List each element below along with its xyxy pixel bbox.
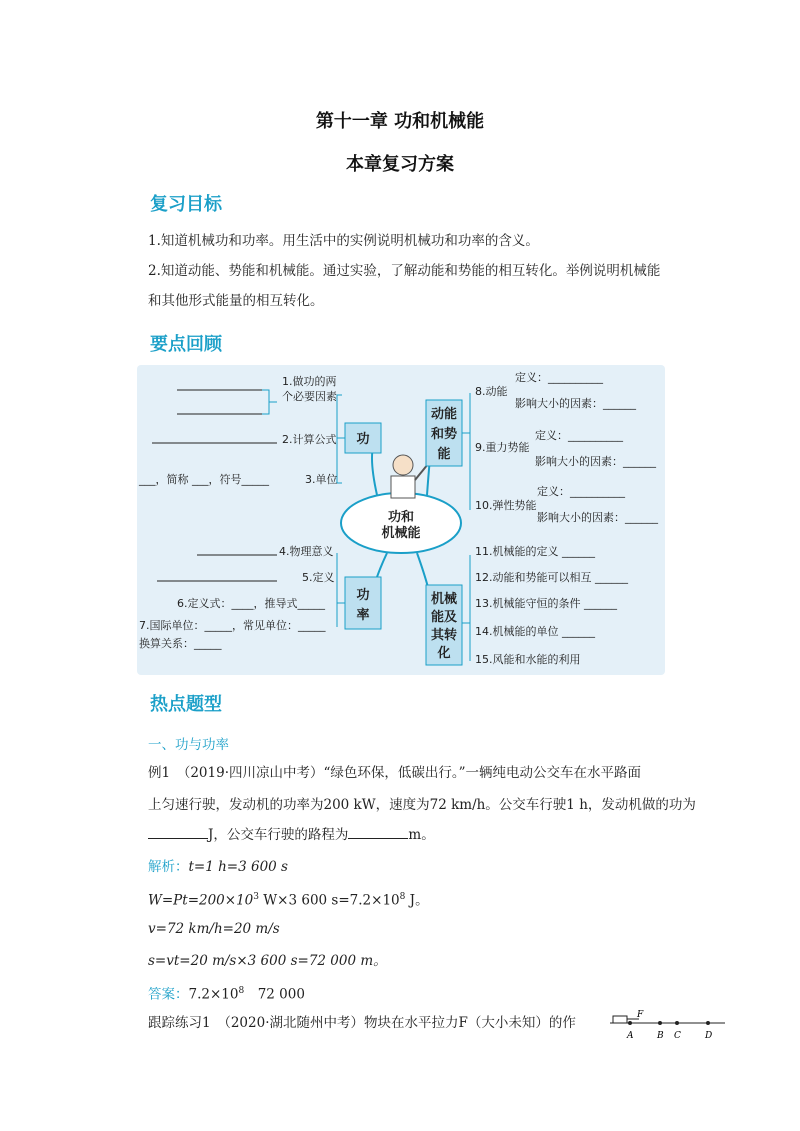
goal-2-line1: 2.知道动能、势能和机械能。通过实验，了解动能和势能的相互转化。举例说明机械能: [148, 263, 661, 279]
e9-def: 定义：__________: [535, 429, 623, 442]
e8-def: 定义：__________: [515, 371, 603, 384]
goal-2-line2: 和其他形式能量的相互转化。: [148, 293, 324, 309]
m13-label: 13.机械能守恒的条件 ______: [475, 597, 617, 610]
m11-label: 11.机械能的定义 ______: [475, 545, 595, 558]
analysis-line-1: 解析：t=1 h=3 600 s: [148, 859, 288, 875]
e9-label: 9.重力势能: [475, 441, 530, 454]
p5-label: 5.定义: [302, 571, 335, 584]
hot-heading: 热点题型: [150, 694, 222, 715]
e10-def: 定义：__________: [537, 485, 625, 498]
w1-label-2: 个必要因素: [282, 390, 337, 403]
p6-label: 6.定义式：____，推导式_____: [177, 597, 325, 610]
example-line-3: J，公交车行驶的路程为 m。: [148, 820, 708, 850]
answer-blank-2: [348, 824, 408, 839]
mech-node-label-2: 能及: [430, 610, 458, 625]
mech-node-label-1: 机械: [430, 592, 458, 607]
answer-line: 答案：$7.2\times 10^8$ 72 000: [148, 986, 305, 1003]
subsection-1: 一、功与功率: [148, 737, 229, 753]
analysis-line-4: s=vt=20 m/s×3 600 s=72 000 m。: [148, 953, 387, 969]
review-heading: 要点回顾: [150, 334, 222, 355]
power-node-label-1: 功: [356, 588, 370, 603]
e8-factor: 影响大小的因素：______: [515, 397, 636, 410]
m14-label: 14.机械能的单位 ______: [475, 625, 595, 638]
work-node-label: 功: [356, 432, 370, 447]
w1-label-1: 1.做功的两: [282, 375, 337, 388]
p7-label-b: 换算关系：_____: [139, 637, 222, 650]
e9-factor: 影响大小的因素：______: [535, 455, 656, 468]
energy-node-label-3: 能: [437, 447, 451, 462]
power-node-label-2: 率: [356, 608, 370, 623]
center-label-1: 功和: [387, 510, 415, 525]
mind-map: [137, 365, 665, 675]
e8-label: 8.动能: [475, 385, 508, 398]
w3-label: 3.单位: [305, 473, 338, 486]
example-line-1: 例1 （2019·四川凉山中考）“绿色环保，低碳出行。”一辆纯电动公交车在水平路面: [148, 765, 642, 781]
e10-factor: 影响大小的因素：______: [537, 511, 658, 524]
p4-label: 4.物理意义: [279, 545, 334, 558]
point-d: D: [705, 1031, 713, 1041]
mech-node-label-3: 其转: [430, 628, 458, 643]
follow-up-line: 跟踪练习1 （2020·湖北随州中考）物块在水平拉力F（大小未知）的作: [148, 1015, 576, 1031]
force-label: F: [637, 1010, 644, 1020]
w2-label: 2.计算公式: [282, 433, 337, 446]
goal-1: 1.知道机械功和功率。用生活中的实例说明机械功和功率的含义。: [148, 233, 539, 249]
point-c: C: [674, 1031, 681, 1041]
m15-label: 15.风能和水能的利用: [475, 653, 581, 666]
chapter-subtitle: 本章复习方案: [346, 154, 454, 175]
center-label-2: 机械能: [381, 526, 421, 541]
point-b: B: [657, 1031, 664, 1041]
point-a: A: [627, 1031, 634, 1041]
mech-node-label-4: 化: [437, 646, 451, 661]
m12-label: 12.动能和势能可以相互 ______: [475, 571, 628, 584]
e10-label: 10.弹性势能: [475, 499, 537, 512]
force-figure: [605, 1008, 730, 1044]
analysis-line-3: v=72 km/h=20 m/s: [148, 921, 280, 937]
w3-text: ___，简称 ___，符号_____: [139, 473, 269, 486]
energy-node-label-2: 和势: [430, 427, 458, 442]
p7-label-a: 7.国际单位：_____，常见单位：_____: [139, 619, 326, 632]
energy-node-label-1: 动能: [430, 407, 458, 422]
example-line-2: 上匀速行驶，发动机的功率为200 kW，速度为72 km/h。公交车行驶1 h，发动机做的功为: [148, 797, 696, 813]
chapter-title: 第十一章 功和机械能: [315, 111, 485, 132]
goals-heading: 复习目标: [150, 194, 222, 215]
answer-blank-1: [148, 824, 208, 839]
analysis-line-2: $W=Pt=200\times 10^3$ W×3 600 $s=7.2\times 10^8$ J。: [148, 892, 429, 909]
